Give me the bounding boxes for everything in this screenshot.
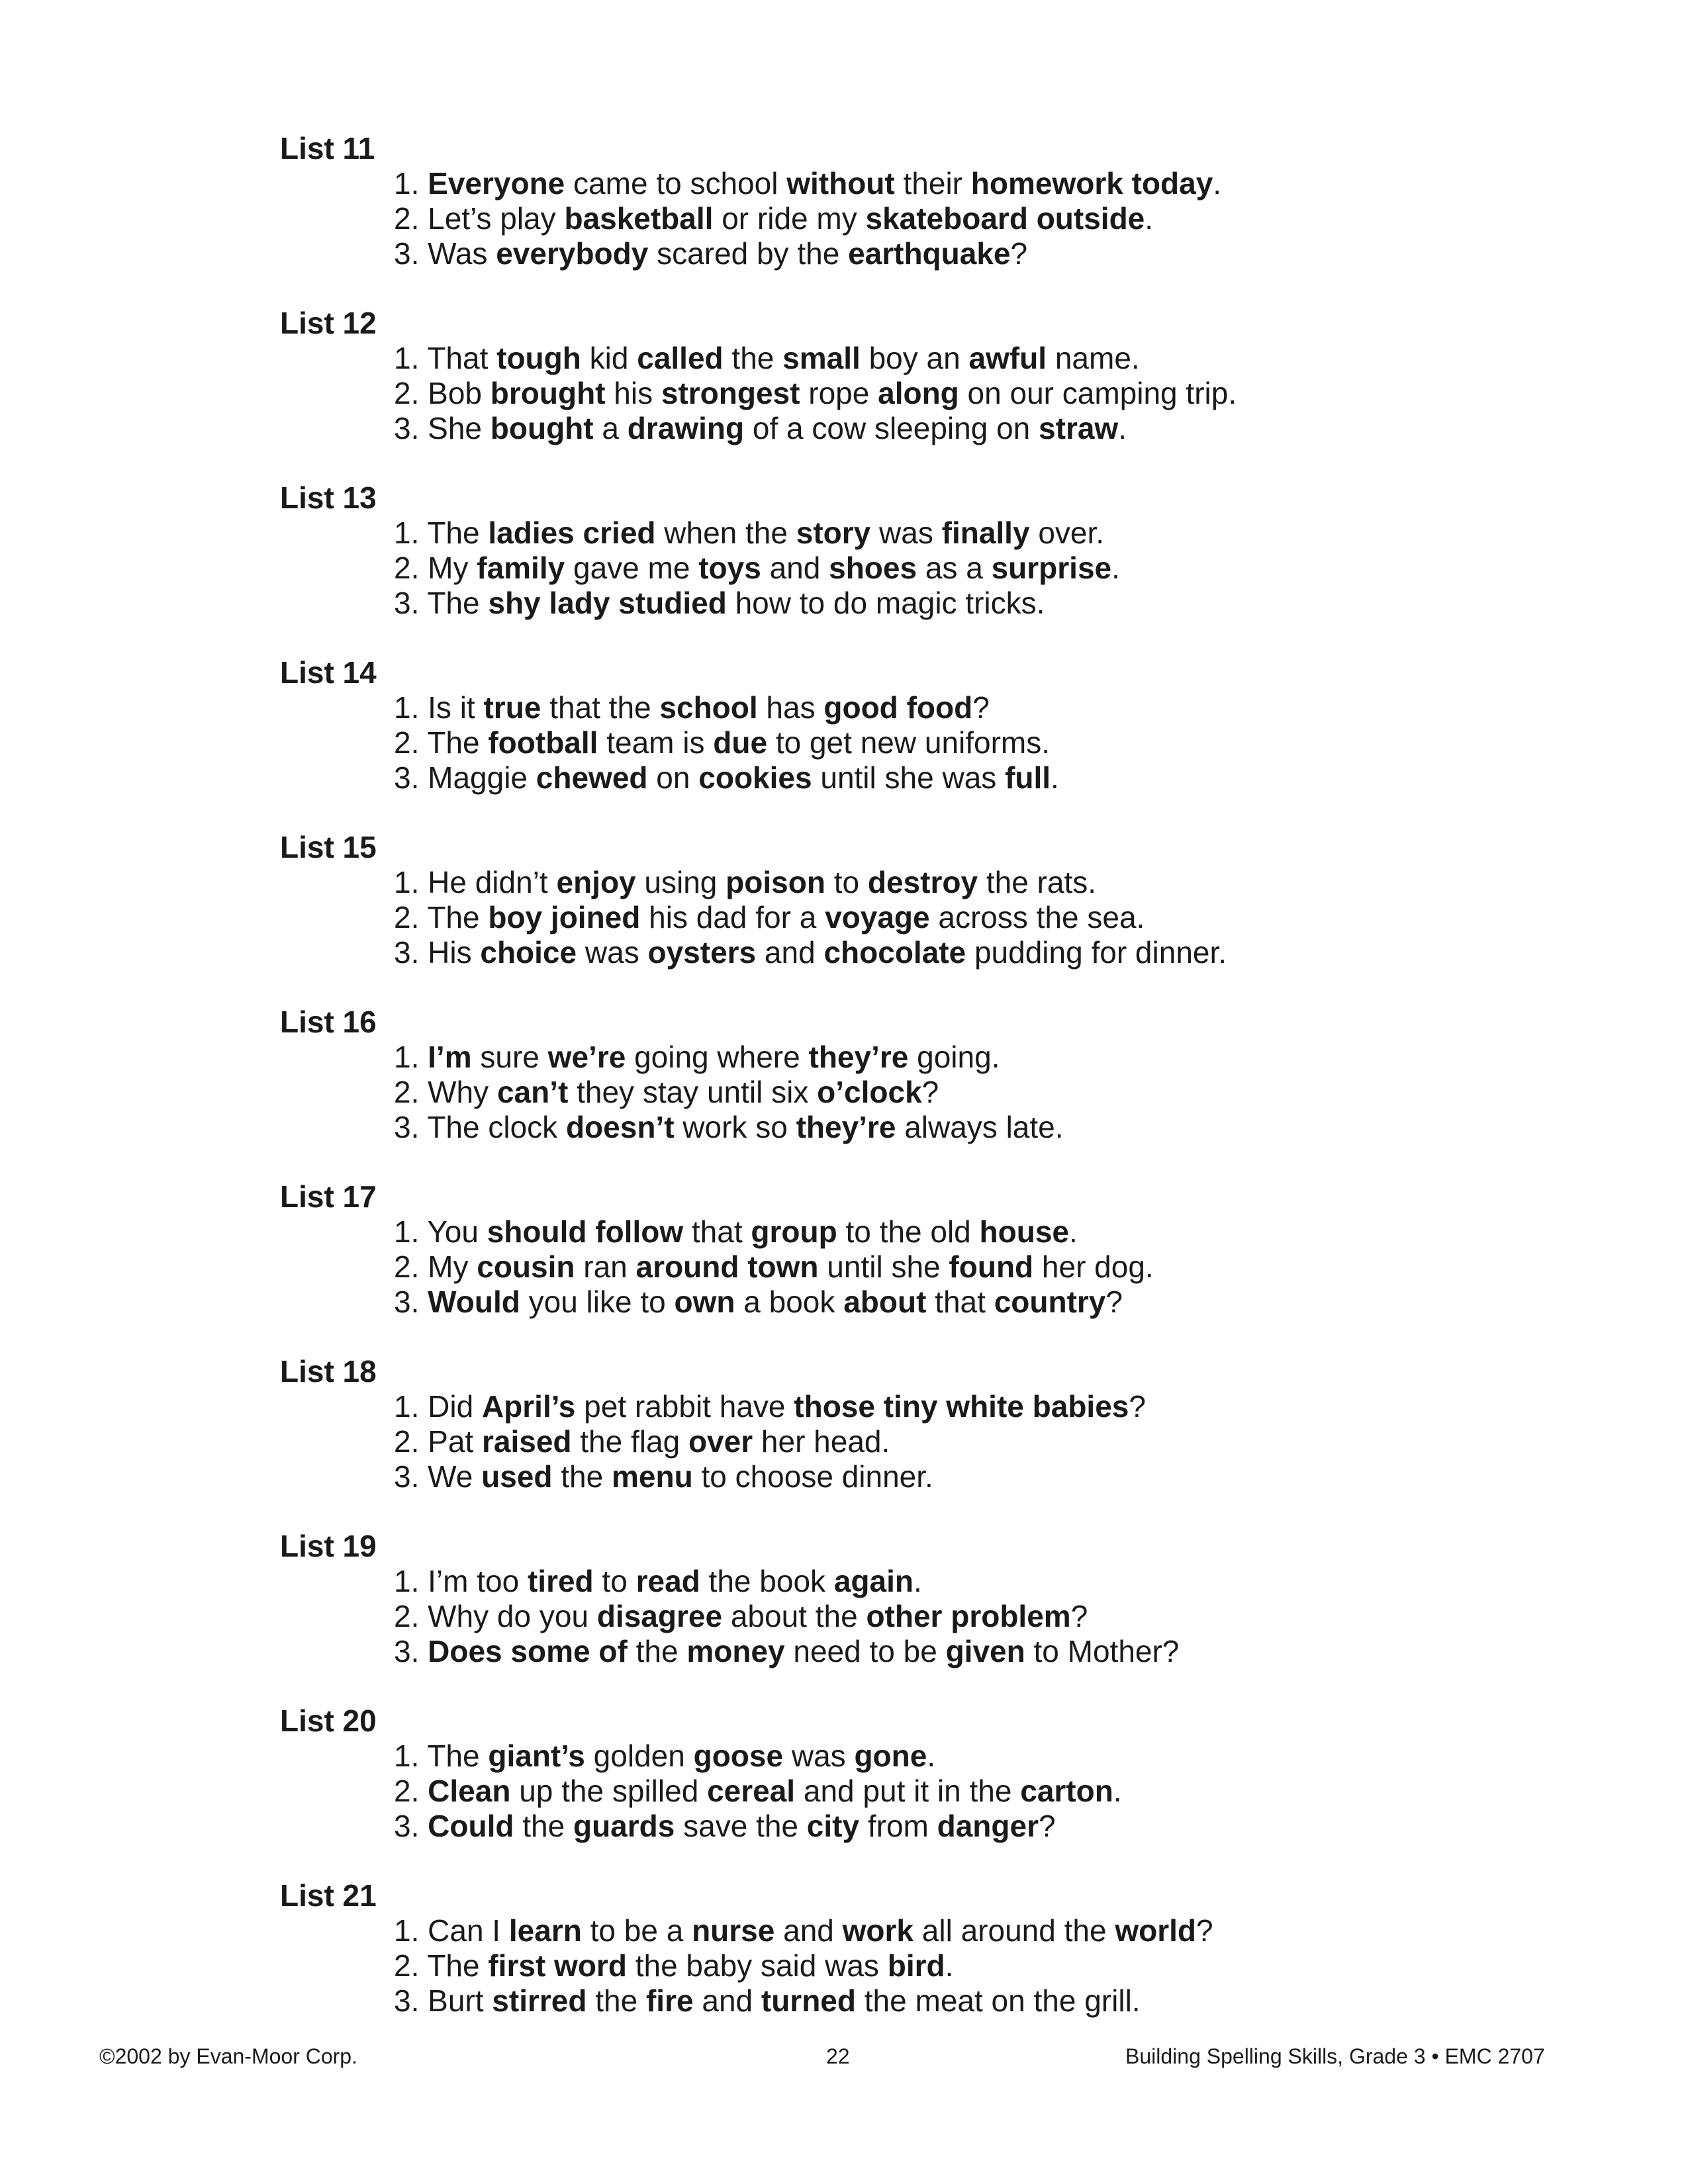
sentence-text: ?	[1010, 236, 1028, 271]
sentence-text: 1. That	[394, 341, 497, 375]
sentence	[394, 1564, 1472, 1599]
spelling-word: tired	[527, 1564, 594, 1598]
sentence-text: their	[894, 166, 971, 201]
sentence	[394, 1739, 1472, 1774]
spelling-word: shy lady studied	[488, 586, 727, 620]
spelling-word: gone	[854, 1739, 927, 1773]
sentence-text: .	[1145, 201, 1154, 236]
spelling-word: along	[878, 376, 959, 410]
sentence-text: .	[927, 1739, 936, 1773]
sentence-text: his	[605, 376, 661, 410]
sentence-text: .	[945, 1948, 954, 1983]
sentence-text: scared by the	[648, 236, 849, 271]
sentence-text: the	[552, 1459, 612, 1494]
sentence-text: name.	[1047, 341, 1140, 375]
sentence-text: going.	[908, 1040, 1000, 1074]
spelling-word: work	[842, 1913, 914, 1948]
spelling-word: first word	[488, 1948, 627, 1983]
spelling-word: oysters	[647, 935, 757, 970]
list-heading: List 12	[280, 306, 377, 340]
spelling-word: ladies cried	[488, 516, 656, 550]
sentence-text: work so	[674, 1110, 796, 1144]
sentence	[394, 1983, 1472, 2019]
sentence	[394, 586, 1472, 621]
spelling-word: school	[659, 690, 758, 725]
sentence-text: always late.	[896, 1110, 1064, 1144]
spelling-word: basketball	[564, 201, 714, 236]
sentence-text: you like to	[520, 1285, 675, 1319]
sentence	[394, 411, 1472, 446]
sentence-text: the	[586, 1983, 646, 2018]
sentence-text: 1. Is it	[394, 690, 484, 725]
sentence	[394, 1110, 1472, 1145]
sentence-text: 3. Maggie	[394, 760, 536, 795]
spelling-word: homework today	[970, 166, 1213, 201]
spelling-word: country	[994, 1285, 1106, 1319]
spelling-word: awful	[968, 341, 1047, 375]
sentence-text: to Mother?	[1025, 1634, 1180, 1668]
sentence-text: .	[1113, 1774, 1122, 1808]
list-block	[280, 1878, 1472, 2052]
sentence-text: about the	[722, 1599, 867, 1633]
spelling-word: guards	[573, 1809, 675, 1843]
sentence-text: the	[627, 1634, 687, 1668]
spelling-word: again	[833, 1564, 914, 1598]
sentence-text: 3. She	[394, 411, 491, 445]
spelling-word: choice	[480, 935, 577, 970]
spelling-word: skateboard outside	[865, 201, 1145, 236]
sentence-text: to	[593, 1564, 636, 1598]
sentence-text: to	[825, 865, 868, 899]
spelling-word: money	[686, 1634, 785, 1668]
spelling-word: other problem	[866, 1599, 1071, 1633]
sentence	[394, 760, 1472, 796]
sentence-text: golden	[585, 1739, 694, 1773]
sentence-text: ?	[1196, 1913, 1213, 1948]
spelling-word: Does some of	[428, 1634, 628, 1668]
sentence-text: until she was	[812, 760, 1006, 795]
sentence-text: 1. The	[394, 516, 489, 550]
sentence-text: 2. My	[394, 1250, 477, 1284]
sentence	[394, 865, 1472, 900]
sentence-text: 2.	[394, 1774, 428, 1808]
list-heading: List 18	[280, 1354, 377, 1388]
list-heading: List 17	[280, 1179, 377, 1214]
sentence-text: a book	[735, 1285, 844, 1319]
list-heading: List 19	[280, 1529, 377, 1563]
list-block	[280, 480, 1472, 655]
spelling-lists	[280, 130, 1472, 2052]
footer-book-title: Building Spelling Skills, Grade 3 • EMC 2707	[1125, 2044, 1545, 2068]
sentence-text: .	[1118, 411, 1127, 445]
spelling-word: boy joined	[488, 900, 641, 934]
sentence-text: .	[1213, 166, 1222, 201]
spelling-word: used	[481, 1459, 553, 1494]
sentence	[394, 166, 1472, 201]
spelling-word: we’re	[547, 1040, 626, 1074]
sentence-text: kid	[581, 341, 637, 375]
spelling-word: brought	[490, 376, 606, 410]
sentence-text: 3.	[394, 1285, 428, 1319]
sentence-text: over.	[1029, 516, 1105, 550]
sentence-text: 1. Can I	[394, 1913, 509, 1948]
sentence-text: boy an	[860, 341, 969, 375]
sentence-text: when the	[655, 516, 796, 550]
sentence-text: 2. Pat	[394, 1424, 482, 1459]
spelling-word: own	[674, 1285, 735, 1319]
sentence-text: and put it in the	[795, 1774, 1021, 1808]
sentence-text: from	[859, 1809, 937, 1843]
sentence-text: 3.	[394, 1809, 428, 1843]
spelling-word: world	[1115, 1913, 1197, 1948]
sentence-text: was	[870, 516, 942, 550]
sentence-text: was	[577, 935, 648, 970]
spelling-word: menu	[611, 1459, 693, 1494]
sentence-text: 1. I’m too	[394, 1564, 528, 1598]
sentence-text: the meat on the grill.	[856, 1983, 1141, 2018]
spelling-word: doesn’t	[565, 1110, 675, 1144]
sentence-text: of a cow sleeping on	[744, 411, 1039, 445]
spelling-word: finally	[941, 516, 1030, 550]
spelling-word: they’re	[808, 1040, 909, 1074]
sentence-text: how to do magic tricks.	[726, 586, 1045, 620]
list-heading: List 20	[280, 1704, 377, 1738]
sentence-text: gave me	[565, 551, 699, 585]
sentence	[394, 725, 1472, 760]
spelling-word: enjoy	[556, 865, 636, 899]
sentence-text: ?	[921, 1075, 939, 1109]
sentence-text: 3. Was	[394, 236, 496, 271]
spelling-word: cousin	[477, 1250, 575, 1284]
sentence-text: 2. The	[394, 725, 489, 760]
list-block	[280, 1179, 1472, 1353]
list-heading: List 21	[280, 1878, 377, 1913]
sentence-text: the rats.	[978, 865, 1097, 899]
spelling-word: read	[635, 1564, 700, 1598]
sentence	[394, 1774, 1472, 1809]
sentence-text: rope	[800, 376, 878, 410]
sentence-text: or ride my	[713, 201, 866, 236]
sentence	[394, 341, 1472, 376]
spelling-word: bought	[490, 411, 594, 445]
list-heading: List 13	[280, 480, 377, 515]
list-heading: List 14	[280, 655, 377, 690]
sentence-text: sure	[471, 1040, 548, 1074]
sentence-text: the	[514, 1809, 573, 1843]
sentence	[394, 236, 1472, 271]
sentence	[394, 1250, 1472, 1285]
list-block	[280, 130, 1472, 305]
sentence-text: that	[683, 1214, 751, 1249]
spelling-word: stirred	[492, 1983, 587, 2018]
sentence-text: his dad for a	[640, 900, 825, 934]
sentence-text: .	[913, 1564, 922, 1598]
sentence-text: the flag	[571, 1424, 688, 1459]
sentence-text: team is	[598, 725, 714, 760]
sentence-text: the book	[700, 1564, 834, 1598]
spelling-word: earthquake	[848, 236, 1011, 271]
sentence-text: and	[756, 935, 824, 970]
sentence-text: has	[757, 690, 824, 725]
spelling-word: turned	[761, 1983, 856, 2018]
sentence	[394, 1389, 1472, 1424]
spelling-word: over	[688, 1424, 753, 1459]
sentence-text: 1. You	[394, 1214, 487, 1249]
sentence-text: 2. Let’s play	[394, 201, 565, 236]
sentence-text: and	[693, 1983, 761, 2018]
sentence-text: 2. Bob	[394, 376, 491, 410]
sentence-text: 2. Why	[394, 1075, 497, 1109]
sentence-text: 2. The	[394, 1948, 489, 1983]
sentence	[394, 1634, 1472, 1669]
spelling-word: disagree	[596, 1599, 723, 1633]
spelling-word: football	[488, 725, 598, 760]
sentence-text: and	[774, 1913, 843, 1948]
sentence-text: to get new uniforms.	[767, 725, 1051, 760]
sentence-text: her head.	[753, 1424, 890, 1459]
spelling-word: Would	[428, 1285, 520, 1319]
sentence-text: 3. His	[394, 935, 481, 970]
sentence	[394, 1075, 1472, 1110]
spelling-word: o’clock	[817, 1075, 922, 1109]
sentence-text: was	[783, 1739, 855, 1773]
spelling-word: shoes	[829, 551, 917, 585]
sentence	[394, 551, 1472, 586]
spelling-word: April’s	[481, 1389, 576, 1424]
sentence-text: across the sea.	[929, 900, 1145, 934]
sentence-text: until she	[818, 1250, 949, 1284]
sentence	[394, 201, 1472, 236]
sentence-text: 2. The	[394, 900, 489, 934]
sentence-text: ?	[1105, 1285, 1123, 1319]
sentence	[394, 900, 1472, 935]
spelling-word: can’t	[496, 1075, 569, 1109]
spelling-word: called	[637, 341, 724, 375]
sentence	[394, 516, 1472, 551]
spelling-word: carton	[1020, 1774, 1113, 1808]
sentence-text: 2. My	[394, 551, 477, 585]
spelling-word: surprise	[991, 551, 1112, 585]
spelling-word: bird	[887, 1948, 945, 1983]
spelling-word: fire	[645, 1983, 694, 2018]
sentence-text: that the	[541, 690, 660, 725]
spelling-word: I’m	[428, 1040, 472, 1074]
spelling-word: true	[483, 690, 541, 725]
sentence	[394, 376, 1472, 411]
spelling-word: Everyone	[428, 166, 565, 201]
sentence-text: 3. The clock	[394, 1110, 566, 1144]
sentence-text: they stay until six	[568, 1075, 818, 1109]
sentence-text: .	[1051, 760, 1059, 795]
sentence	[394, 1809, 1472, 1844]
spelling-word: story	[796, 516, 871, 550]
spelling-word: goose	[693, 1739, 784, 1773]
sentence	[394, 935, 1472, 970]
spelling-word: chewed	[536, 760, 648, 795]
sentence-text: 3. We	[394, 1459, 482, 1494]
spelling-word: found	[949, 1250, 1034, 1284]
spelling-word: raised	[481, 1424, 572, 1459]
spelling-word: everybody	[496, 236, 649, 271]
spelling-word: chocolate	[823, 935, 966, 970]
list-heading: List 11	[280, 131, 375, 165]
sentence	[394, 1214, 1472, 1250]
sentence-text: all around the	[914, 1913, 1115, 1948]
sentence-text: .	[1111, 551, 1120, 585]
spelling-word: Clean	[428, 1774, 511, 1808]
page-number: 22	[826, 2044, 850, 2068]
spelling-word: family	[477, 551, 565, 585]
sentence-text: 1.	[394, 1040, 428, 1074]
spelling-word: learn	[508, 1913, 582, 1948]
sentence	[394, 1040, 1472, 1075]
sentence-text: 3. The	[394, 586, 489, 620]
sentence-text: to be a	[581, 1913, 692, 1948]
sentence-text: pudding for dinner.	[966, 935, 1227, 970]
sentence-text: as a	[917, 551, 992, 585]
spelling-word: around town	[635, 1250, 819, 1284]
spelling-word: straw	[1039, 411, 1119, 445]
sentence-text: 1.	[394, 166, 428, 201]
sentence-text: need to be	[784, 1634, 946, 1668]
list-block	[280, 829, 1472, 1004]
sentence-text: ?	[1129, 1389, 1146, 1424]
spelling-word: those tiny white babies	[794, 1389, 1129, 1424]
spelling-word: group	[751, 1214, 837, 1249]
sentence	[394, 1948, 1472, 1983]
spelling-word: strongest	[661, 376, 800, 410]
sentence-text: .	[1069, 1214, 1078, 1249]
sentence-text: on our camping trip.	[959, 376, 1237, 410]
spelling-word: poison	[726, 865, 825, 899]
spelling-word: toys	[698, 551, 761, 585]
spelling-word: given	[945, 1634, 1025, 1668]
list-heading: List 16	[280, 1005, 377, 1039]
spelling-word: nurse	[692, 1913, 775, 1948]
sentence-text: 1. Did	[394, 1389, 482, 1424]
sentence	[394, 1599, 1472, 1634]
list-heading: List 15	[280, 830, 377, 864]
spelling-word: city	[806, 1809, 860, 1843]
list-block	[280, 1703, 1472, 1878]
sentence-text: ?	[1039, 1809, 1056, 1843]
sentence	[394, 1913, 1472, 1948]
spelling-word: full	[1005, 760, 1051, 795]
spelling-word: due	[713, 725, 768, 760]
sentence-text: 2. Why do you	[394, 1599, 597, 1633]
spelling-word: danger	[937, 1809, 1039, 1843]
sentence-text: the	[723, 341, 783, 375]
sentence-text: on	[647, 760, 699, 795]
sentence-text: going where	[626, 1040, 809, 1074]
sentence-text: came to school	[565, 166, 787, 201]
spelling-word: good food	[823, 690, 973, 725]
sentence-text: save the	[675, 1809, 807, 1843]
list-block	[280, 1004, 1472, 1179]
spelling-word: destroy	[867, 865, 978, 899]
sentence-text: to the old	[837, 1214, 980, 1249]
spelling-word: about	[843, 1285, 927, 1319]
spelling-word: without	[786, 166, 895, 201]
list-block	[280, 305, 1472, 480]
footer-copyright: ©2002 by Evan-Moor Corp.	[99, 2044, 357, 2068]
spelling-word: voyage	[825, 900, 930, 934]
spelling-word: giant’s	[488, 1739, 585, 1773]
spelling-word: cookies	[698, 760, 812, 795]
sentence-text: using	[635, 865, 726, 899]
sentence	[394, 1285, 1472, 1320]
sentence	[394, 1424, 1472, 1459]
spelling-word: cereal	[707, 1774, 796, 1808]
list-block	[280, 1528, 1472, 1703]
sentence-text: up the spilled	[510, 1774, 708, 1808]
spelling-word: tough	[496, 341, 581, 375]
spelling-word: small	[782, 341, 861, 375]
sentence	[394, 690, 1472, 725]
sentence-text: and	[761, 551, 829, 585]
sentence-text: a	[593, 411, 628, 445]
spelling-word: drawing	[627, 411, 745, 445]
sentence-text: ran	[575, 1250, 636, 1284]
list-block	[280, 655, 1472, 829]
sentence-text: pet rabbit have	[575, 1389, 794, 1424]
spelling-word: they’re	[796, 1110, 896, 1144]
sentence-text: 1. He didn’t	[394, 865, 557, 899]
spelling-word: should follow	[487, 1214, 684, 1249]
spelling-word: Could	[428, 1809, 514, 1843]
sentence-text: that	[926, 1285, 994, 1319]
sentence-text: ?	[972, 690, 990, 725]
sentence-text: 3.	[394, 1634, 428, 1668]
sentence-text: the baby said was	[626, 1948, 888, 1983]
sentence-text: to choose dinner.	[692, 1459, 933, 1494]
sentence-text: 3. Burt	[394, 1983, 492, 2018]
list-block	[280, 1353, 1472, 1528]
sentence-text: 1. The	[394, 1739, 489, 1773]
sentence-text: ?	[1070, 1599, 1088, 1633]
sentence-text: her dog.	[1033, 1250, 1154, 1284]
sentence	[394, 1459, 1472, 1494]
spelling-word: house	[979, 1214, 1070, 1249]
